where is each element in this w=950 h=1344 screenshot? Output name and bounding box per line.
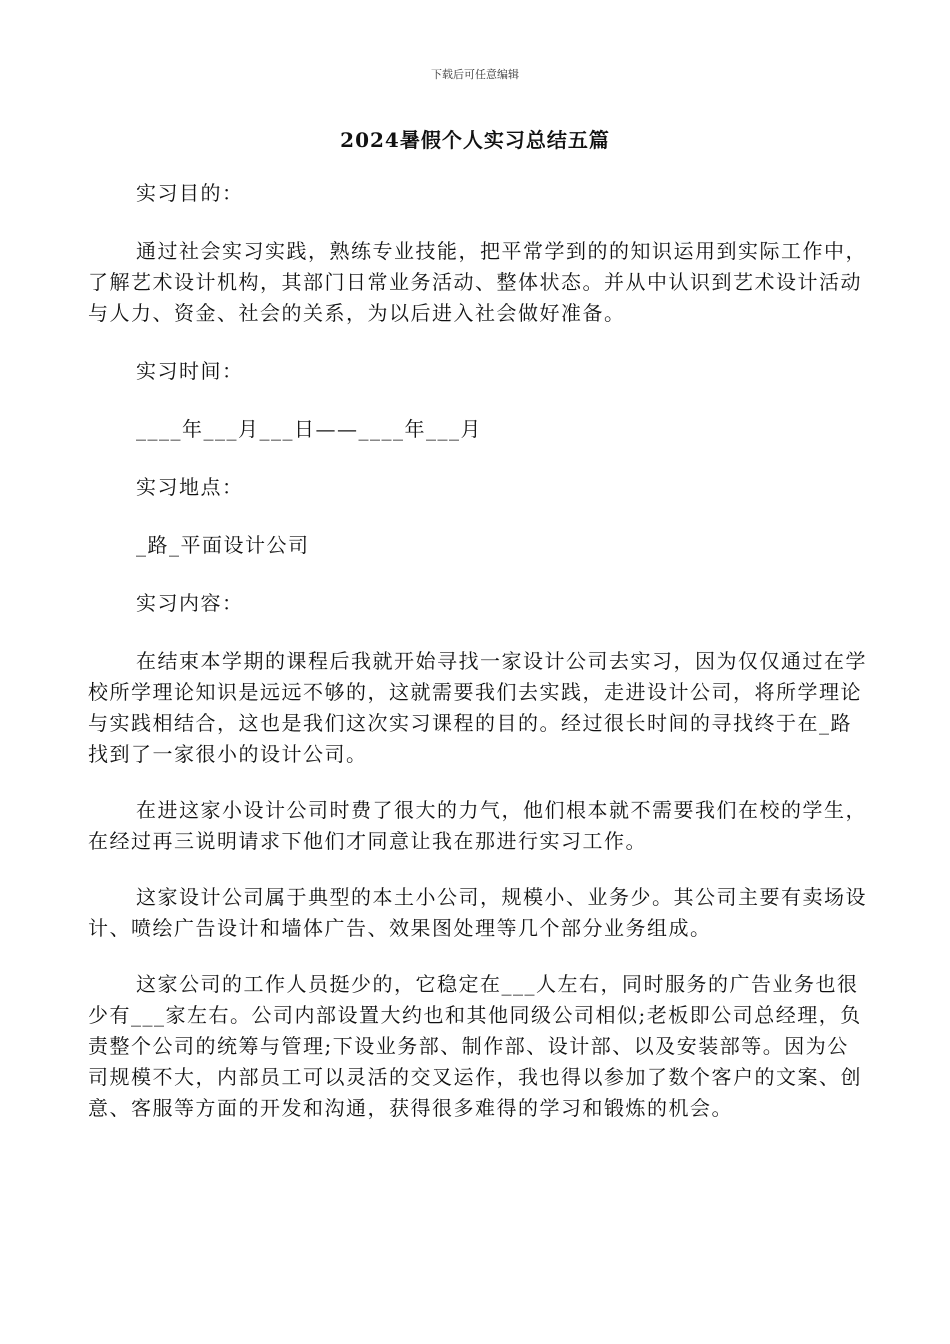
document-title: 2024暑假个人实习总结五篇 [340, 128, 610, 152]
section-heading-purpose: 实习目的： [136, 181, 244, 205]
paragraph-purpose: 通过社会实习实践，熟练专业技能，把平常学到的的知识运用到实际工作中，了解艺术设计机构，其部门日常业务活动、整体状态。并从中认识到艺术设计活动与人力、资金、社会的关系，为以后进入社会做好准备。 [88, 239, 867, 325]
section-heading-time: 实习时间： [136, 359, 244, 383]
paragraph-location: _路_平面设计公司 [136, 533, 310, 557]
paragraph-content-4: 这家公司的工作人员挺少的，它稳定在___人左右，同时服务的广告业务也很少有___家左右。公司内部设置大约也和其他同级公司相似;老板即公司总经理，负责整个公司的统筹与管理;下设业务部、制作部、设计部、以及安装部等。因为公司规模不大，内部员工可以灵活的交叉运作，我也得以参加了数个客户的文案、创意、客服等方面的开发和沟通，获得很多难得的学习和锻炼的机会。 [88, 972, 862, 1120]
paragraph-time: ____年___月___日——____年___月 [136, 417, 482, 441]
paragraph-content-3: 这家设计公司属于典型的本土小公司，规模小、业务少。其公司主要有卖场设计、喷绘广告设计和墙体广告、效果图处理等几个部分业务组成。 [88, 885, 867, 940]
paragraph-content-2: 在进这家小设计公司时费了很大的力气，他们根本就不需要我们在校的学生，在经过再三说明请求下他们才同意让我在那进行实习工作。 [88, 798, 867, 853]
paragraph-content-1: 在结束本学期的课程后我就开始寻找一家设计公司去实习，因为仅仅通过在学校所学理论知识是远远不够的，这就需要我们去实践，走进设计公司，将所学理论与实践相结合，这也是我们这次实习课程的目的。经过很长时间的寻找终于在_路找到了一家很小的设计公司。 [88, 649, 867, 766]
header-note: 下载后可任意编辑 [431, 68, 519, 81]
document-body [88, 178, 868, 1149]
section-heading-location: 实习地点： [136, 475, 244, 499]
section-heading-content: 实习内容： [136, 591, 244, 615]
